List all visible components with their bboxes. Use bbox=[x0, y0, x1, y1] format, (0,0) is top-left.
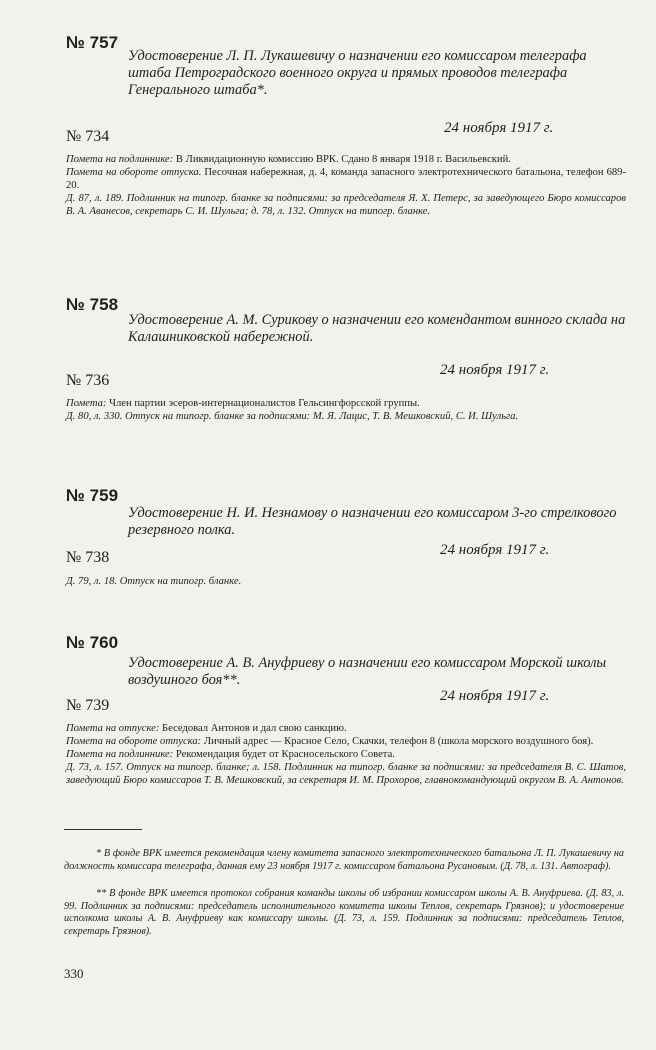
doc-date: 24 ноября 1917 г. bbox=[444, 120, 554, 136]
note-label: Помета: bbox=[66, 398, 107, 409]
note-line bbox=[66, 398, 626, 411]
page-number: 330 bbox=[64, 966, 84, 981]
doc-notes bbox=[66, 723, 626, 788]
note-line bbox=[66, 749, 626, 762]
note-text: В Ликвидационную комиссию ВРК. Сдано 8 января 1918 г. Васильевский. bbox=[173, 154, 511, 165]
original-number: № 739 bbox=[66, 697, 110, 714]
archive-reference: Д. 73, л. 157. Отпуск на типогр. бланке; л. 158. Подлинник на типогр. бланке за подписями: за председателя В. С. Шатов, заведующий Бюро комиссаров Т. В. Мешковский, за секретаря И. М. Прохоров, главнокомандующий округом В. А. Антонов. bbox=[66, 761, 626, 786]
doc-number: № 759 bbox=[66, 486, 119, 505]
note-line bbox=[66, 154, 626, 167]
archive-reference: Д. 79, л. 18. Отпуск на типогр. бланке. bbox=[66, 576, 242, 587]
original-number: № 734 bbox=[66, 128, 110, 145]
doc-heading: Удостоверение Л. П. Лукашевичу о назначении его комиссаром телеграфа штаба Петроградского военного округа и прямых проводов телеграфа Генерального штаба*. bbox=[128, 48, 587, 98]
note-label: Помета на подлиннике: bbox=[66, 154, 174, 165]
doc-date: 24 ноября 1917 г. bbox=[440, 542, 550, 558]
original-number: № 738 bbox=[66, 549, 110, 566]
original-number: № 736 bbox=[66, 372, 110, 389]
note-label: Помета на подлиннике: bbox=[66, 748, 174, 760]
note-label: Помета на отпуске: bbox=[66, 723, 160, 734]
note-line bbox=[66, 736, 626, 749]
doc-number: № 757 bbox=[66, 33, 119, 52]
note-label: Помета на обороте отпуска: bbox=[66, 735, 202, 747]
note-line bbox=[66, 167, 626, 193]
note-line bbox=[66, 723, 626, 736]
archive-reference: Д. 80, л. 330. Отпуск на типогр. бланке за подписями: М. Я. Лацис, Т. В. Мешковский, С. И. Шульга. bbox=[66, 410, 519, 422]
note-text: Рекомендация будет от Красносельского Совета. bbox=[173, 748, 395, 760]
doc-notes bbox=[66, 154, 626, 219]
note-text: Личный адрес — Красное Село, Скачки, телефон 8 (школа морского воздушного боя). bbox=[201, 735, 594, 747]
footnote: * В фонде ВРК имеется рекомендация члену комитета запасного электротехнического батальона Л. П. Лукашевичу на должность комиссара телеграфа, данная ему 23 ноября 1917 г. комиссаром батальона Русановым. (Д. 78, л. 131. Автограф). bbox=[64, 848, 624, 872]
footnote-divider bbox=[64, 829, 142, 830]
doc-notes bbox=[66, 398, 626, 424]
doc-number: № 760 bbox=[66, 633, 119, 652]
footnote: ** В фонде ВРК имеется протокол собрания команды школы об избрании комиссаром школы А. В. Ануфриева. (Д. 83, л. 99. Подлинник за подписями: председатель исполнительного комитета школы Теплов, секретарь Грязнов); и удостоверение исполкома школы А. В. Ануфриеву как комиссару школы. (Д. 73, л. 159. Подлинник за подписями: председатель Теплов, секретарь Грязнов). bbox=[64, 888, 624, 938]
doc-number: № 758 bbox=[66, 295, 119, 314]
doc-heading: Удостоверение А. В. Ануфриеву о назначении его комиссаром Морской школы воздушного боя**. bbox=[128, 655, 607, 688]
doc-heading: Удостоверение А. М. Сурикову о назначении его комендантом винного склада на Калашниковской набережной. bbox=[128, 312, 626, 345]
doc-date: 24 ноября 1917 г. bbox=[440, 362, 550, 378]
doc-notes bbox=[66, 576, 626, 589]
doc-date: 24 ноября 1917 г. bbox=[440, 688, 550, 704]
note-text: Член партии эсеров-интернационалистов Гельсингфорсской группы. bbox=[106, 398, 420, 409]
note-label: Помета на обороте отпуска. bbox=[66, 166, 202, 178]
note-text: Беседовал Антонов и дал свою санкцию. bbox=[159, 723, 347, 734]
doc-heading: Удостоверение Н. И. Незнамову о назначении его комиссаром 3-го стрелкового резервного полка. bbox=[128, 505, 617, 538]
note-text: Песочная набережная, д. 4, команда запасного электротехнического батальона, телефон 689-20. bbox=[66, 166, 626, 191]
archive-reference: Д. 87, л. 189. Подлинник на типогр. бланке за подписями: за председателя Я. Х. Петерс, за заведующего Бюро комиссаров В. А. Аванесов, секретарь С. И. Шульга; д. 78, л. 132. Отпуск на типогр. бланке. bbox=[66, 192, 626, 217]
